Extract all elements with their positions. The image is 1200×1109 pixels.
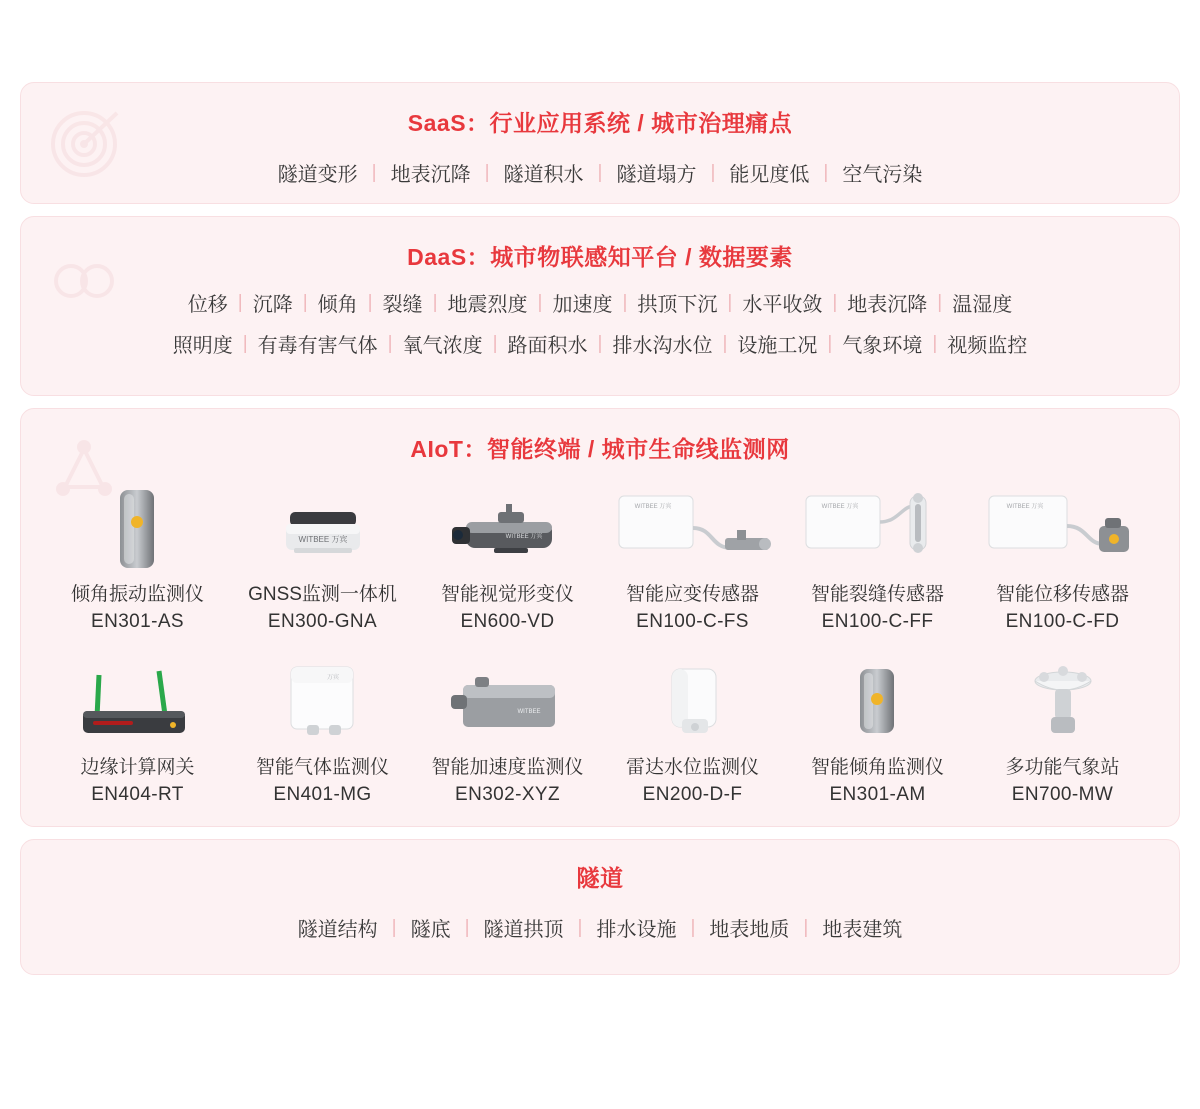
device-card[interactable] <box>45 651 230 808</box>
device-card[interactable] <box>230 478 415 635</box>
saas-tag: 隧道变形 <box>277 164 358 186</box>
device-card[interactable] <box>600 478 785 635</box>
gnss-receiver-icon <box>268 478 378 574</box>
daas-title-main: 城市物联感知平台 / 数据要素 <box>490 244 793 270</box>
device-name: GNSS监测一体机 <box>248 584 397 605</box>
tag-divider: | <box>710 162 716 183</box>
daas-tag: 倾角 <box>317 294 358 316</box>
device-model: EN301-AS <box>91 610 184 632</box>
saas-title-prefix: SaaS： <box>407 110 490 136</box>
svg-text:WITBEE 万宾: WITBEE 万宾 <box>505 534 542 540</box>
device-model: EN100-C-FS <box>636 610 749 632</box>
tag-divider: | <box>242 333 248 354</box>
daas-tag: 位移 <box>187 294 228 316</box>
tag-divider: | <box>537 292 543 313</box>
tilt-sensor-icon <box>843 651 913 747</box>
tag-divider: | <box>597 162 603 183</box>
device-card[interactable] <box>415 651 600 808</box>
tunnel-tag: 地表地质 <box>709 919 790 942</box>
device-name: 智能应变传感器 <box>625 584 759 605</box>
tilt-vibration-sensor-icon <box>103 478 173 574</box>
device-model: EN300-GNA <box>267 610 378 632</box>
svg-text:WITBEE: WITBEE <box>516 709 541 716</box>
tunnel-tag: 隧底 <box>410 919 451 942</box>
aiot-title-main: 智能终端 / 城市生命线监测网 <box>486 436 790 462</box>
device-name: 倾角振动监测仪 <box>70 584 204 605</box>
saas-tag: 地表沉降 <box>390 164 471 186</box>
device-card[interactable] <box>45 478 230 635</box>
saas-tag: 能见度低 <box>729 164 810 186</box>
svg-text:WITBEE 万宾: WITBEE 万宾 <box>1006 504 1043 510</box>
daas-title-prefix: DaaS： <box>407 244 491 270</box>
device-card[interactable] <box>230 651 415 808</box>
device-name: 边缘计算网关 <box>80 757 195 779</box>
device-model: EN200-D-F <box>642 783 743 805</box>
daas-layer-card <box>20 216 1180 396</box>
tag-divider: | <box>932 333 938 354</box>
device-grid-row-2 <box>21 635 1179 808</box>
daas-tag: 视频监控 <box>947 335 1028 357</box>
device-name: 智能加速度监测仪 <box>431 757 584 779</box>
daas-tag: 温湿度 <box>952 294 1013 316</box>
device-name: 多功能气象站 <box>1005 757 1120 779</box>
daas-tag-row-1 <box>21 278 1179 317</box>
device-name: 智能裂缝传感器 <box>810 584 944 605</box>
daas-tag: 设施工况 <box>737 335 818 357</box>
crack-sensor-icon <box>798 478 958 574</box>
tag-divider: | <box>722 333 728 354</box>
device-name: 智能气体监测仪 <box>255 757 389 779</box>
tunnel-tag: 地表建筑 <box>822 919 903 942</box>
device-name: 雷达水位监测仪 <box>625 757 759 779</box>
daas-tag: 有毒有害气体 <box>257 335 378 357</box>
saas-tag: 隧道塌方 <box>616 164 697 186</box>
tunnel-title-main: 隧道 <box>576 865 624 892</box>
daas-tag: 地表沉降 <box>847 294 928 316</box>
device-name: 智能倾角监测仪 <box>810 757 944 779</box>
daas-tag: 拱顶下沉 <box>637 294 718 316</box>
device-card[interactable] <box>415 478 600 635</box>
daas-tag: 氧气浓度 <box>402 335 483 357</box>
weather-station-icon <box>1008 651 1118 747</box>
tag-divider: | <box>492 333 498 354</box>
svg-text:WITBEE 万宾: WITBEE 万宾 <box>634 504 671 510</box>
tunnel-layer-card <box>20 839 1180 975</box>
tag-divider: | <box>391 917 397 939</box>
device-grid-row-1 <box>21 470 1179 635</box>
aiot-title-prefix: AIoT： <box>410 436 487 462</box>
saas-layer-card <box>20 82 1180 204</box>
tag-divider: | <box>937 292 943 313</box>
device-model: EN100-C-FD <box>1005 610 1120 632</box>
device-card[interactable] <box>600 651 785 808</box>
vision-camera-icon <box>438 478 578 574</box>
daas-tag-row-2 <box>21 317 1179 358</box>
device-card[interactable] <box>785 651 970 808</box>
tag-divider: | <box>823 162 829 183</box>
tunnel-tag: 隧道结构 <box>297 919 378 942</box>
aiot-layer-card <box>20 408 1180 827</box>
saas-tag: 空气污染 <box>842 164 923 186</box>
tunnel-title <box>21 840 1179 899</box>
tag-divider: | <box>432 292 438 313</box>
radar-water-level-icon <box>638 651 748 747</box>
daas-tag: 沉降 <box>252 294 293 316</box>
device-name: 智能视觉形变仪 <box>440 584 574 605</box>
aiot-title <box>21 409 1179 470</box>
daas-tag: 加速度 <box>552 294 613 316</box>
tag-divider: | <box>464 917 470 939</box>
tag-divider: | <box>727 292 733 313</box>
daas-tag: 路面积水 <box>507 335 588 357</box>
daas-tag: 照明度 <box>172 335 233 357</box>
device-model: EN100-C-FF <box>821 610 934 632</box>
daas-tag: 裂缝 <box>382 294 423 316</box>
saas-tag: 隧道积水 <box>503 164 584 186</box>
device-card[interactable] <box>970 478 1155 635</box>
svg-text:WITBEE 万宾: WITBEE 万宾 <box>821 504 858 510</box>
device-model: EN302-XYZ <box>455 783 560 805</box>
daas-tag: 排水沟水位 <box>612 335 713 357</box>
daas-title <box>21 217 1179 278</box>
tag-divider: | <box>827 333 833 354</box>
gas-monitor-icon <box>263 651 383 747</box>
tag-divider: | <box>484 162 490 183</box>
tag-divider: | <box>803 917 809 939</box>
edge-gateway-icon <box>63 651 213 747</box>
daas-tag: 气象环境 <box>842 335 923 357</box>
tunnel-tag-row <box>21 899 1179 942</box>
device-model: EN404-RT <box>91 783 184 805</box>
tunnel-tag: 隧道拱顶 <box>483 919 564 942</box>
device-model: EN600-VD <box>460 610 555 632</box>
tag-divider: | <box>302 292 308 313</box>
svg-text:万宾: 万宾 <box>326 675 339 682</box>
tag-divider: | <box>690 917 696 939</box>
saas-tag-row <box>21 144 1179 187</box>
daas-tag: 地震烈度 <box>447 294 528 316</box>
device-name: 智能位移传感器 <box>995 584 1129 605</box>
svg-text:WITBEE 万宾: WITBEE 万宾 <box>298 535 347 544</box>
tag-divider: | <box>367 292 373 313</box>
saas-title-main: 行业应用系统 / 城市治理痛点 <box>489 110 793 136</box>
strain-sensor-icon <box>613 478 773 574</box>
tag-divider: | <box>577 917 583 939</box>
daas-tag: 水平收敛 <box>742 294 823 316</box>
tag-divider: | <box>387 333 393 354</box>
accelerometer-icon <box>433 651 583 747</box>
device-card[interactable] <box>970 651 1155 808</box>
tunnel-tag: 排水设施 <box>596 919 677 942</box>
displacement-sensor-icon <box>983 478 1143 574</box>
tag-divider: | <box>597 333 603 354</box>
device-model: EN301-AM <box>829 783 926 805</box>
device-model: EN700-MW <box>1011 783 1114 805</box>
device-card[interactable] <box>785 478 970 635</box>
tag-divider: | <box>237 292 243 313</box>
tag-divider: | <box>832 292 838 313</box>
device-model: EN401-MG <box>273 783 372 805</box>
saas-title <box>21 83 1179 144</box>
tag-divider: | <box>622 292 628 313</box>
tag-divider: | <box>371 162 377 183</box>
